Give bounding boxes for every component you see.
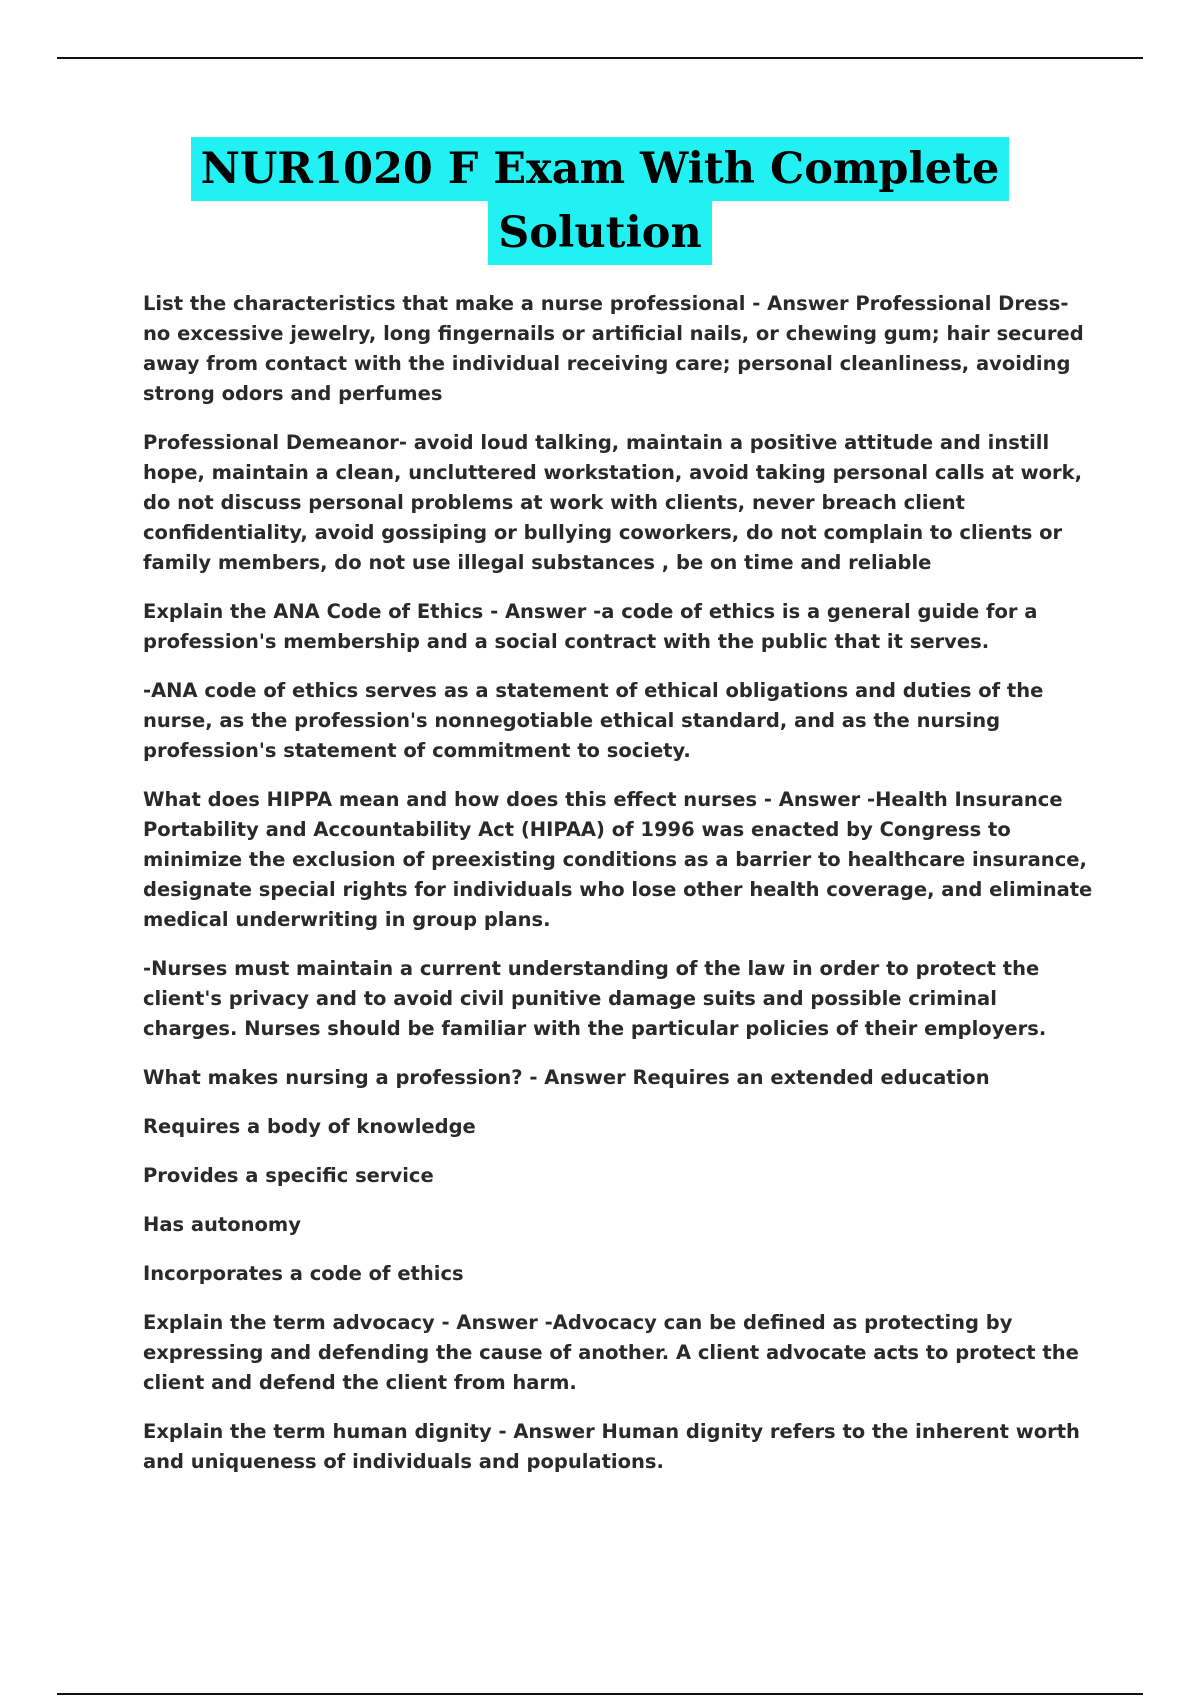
paragraph: Provides a specific service xyxy=(143,1164,434,1187)
top-rule xyxy=(57,57,1143,59)
paragraph: Requires a body of knowledge xyxy=(143,1115,476,1138)
title-line-1: NUR1020 F Exam With Complete xyxy=(191,137,1010,201)
paragraph: Incorporates a code of ethics xyxy=(143,1262,464,1285)
paragraph: What makes nursing a profession? - Answer Requires an extended education xyxy=(143,1066,990,1089)
bottom-rule xyxy=(57,1693,1143,1695)
paragraph: Explain the ANA Code of Ethics - Answer -a code of ethics is a general guide for a profession's membership and a social contract with the public that it serves. xyxy=(143,600,1038,653)
paragraph: Professional Demeanor- avoid loud talking, maintain a positive attitude and instill hope, maintain a clean, uncluttered workstation, avoid taking personal calls at work, do not discuss personal problems at work with clients, never breach client confidentiality, avoid gossiping or bullying coworkers, do not complain to clients or family members, do not use illegal substances , be on time and reliable xyxy=(143,431,1083,574)
paragraph: List the characteristics that make a nurse professional - Answer Professional Dress- no excessive jewelry, long fingernails or artificial nails, or chewing gum; hair secured away from contact with the individual receiving care; personal cleanliness, avoiding strong odors and perfumes xyxy=(143,292,1084,405)
document-title xyxy=(0,137,1200,265)
paragraph: Explain the term human dignity - Answer Human dignity refers to the inherent worth and uniqueness of individuals and populations. xyxy=(143,1420,1080,1473)
paragraph: -Nurses must maintain a current understanding of the law in order to protect the client's privacy and to avoid civil punitive damage suits and possible criminal charges. Nurses should be familiar with the particular policies of their employers. xyxy=(143,957,1047,1040)
paragraph: -ANA code of ethics serves as a statement of ethical obligations and duties of the nurse, as the profession's nonnegotiable ethical standard, and as the nursing profession's statement of commitment to society. xyxy=(143,679,1044,762)
paragraph: Has autonomy xyxy=(143,1213,301,1236)
paragraph: What does HIPPA mean and how does this effect nurses - Answer -Health Insurance Portability and Accountability Act (HIPAA) of 1996 was enacted by Congress to minimize the exclusion of preexisting conditions as a barrier to healthcare insurance, designate special rights for individuals who lose other health coverage, and eliminate medical underwriting in group plans. xyxy=(143,788,1093,931)
document-body xyxy=(143,289,1093,1496)
title-line-2: Solution xyxy=(488,201,711,265)
paragraph: Explain the term advocacy - Answer -Advocacy can be defined as protecting by expressing and defending the cause of another. A client advocate acts to protect the client and defend the client from harm. xyxy=(143,1311,1079,1394)
